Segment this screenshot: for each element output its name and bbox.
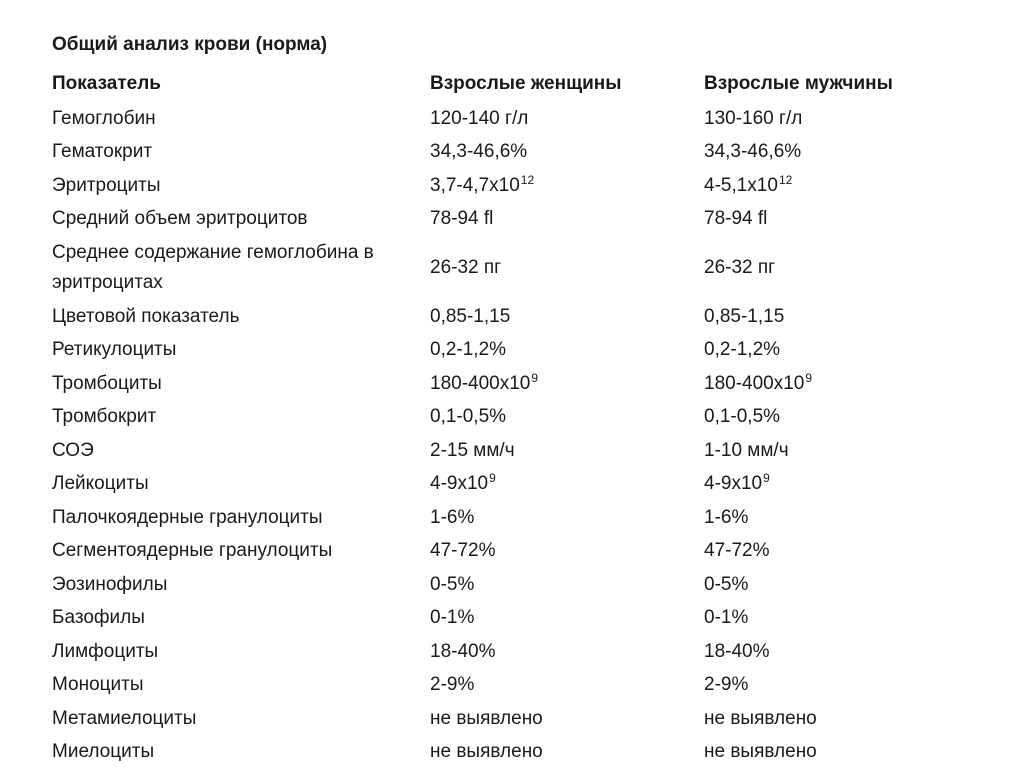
cell-women [430, 468, 704, 502]
cell-param [52, 669, 430, 703]
cell-women [430, 669, 704, 703]
cell-women [430, 501, 704, 535]
cell-women [430, 136, 704, 170]
cell-param-text: Лимфоциты [52, 640, 159, 662]
cell-men-text: не выявлено [704, 707, 817, 729]
cell-men [704, 334, 982, 368]
cell-men-text: 0-1% [704, 607, 749, 629]
table-row [52, 334, 982, 368]
cell-param [52, 236, 430, 300]
cell-param [52, 635, 430, 669]
cell-param-text: Тромбоциты [52, 372, 162, 394]
cell-women [430, 602, 704, 636]
cell-men-text: 0,1-0,5% [704, 406, 781, 428]
header-men: Взрослые мужчины [704, 73, 893, 94]
table-header-row [52, 66, 982, 102]
cell-men [704, 468, 982, 502]
table-row [52, 669, 982, 703]
table-row [52, 367, 982, 401]
table-row [52, 203, 982, 237]
table-row [52, 568, 982, 602]
cell-women-text: 18-40% [430, 640, 496, 662]
cell-women-text: 2-9% [430, 674, 475, 696]
cell-men-exponent: 9 [763, 471, 770, 486]
cell-param-text: Тромбокрит [52, 406, 157, 428]
table-row [52, 169, 982, 203]
table-row [52, 434, 982, 468]
cell-women-text: 26-32 пг [430, 257, 502, 278]
table-row [52, 535, 982, 569]
cell-women-text: 0,1-0,5% [430, 406, 507, 428]
cell-men [704, 102, 982, 136]
cell-men [704, 702, 982, 736]
cell-women-text: 120-140 г/л [430, 107, 529, 129]
cell-women-text: 1-6% [430, 506, 475, 528]
cell-param-text: Миелоциты [52, 741, 155, 763]
cell-women [430, 236, 704, 300]
page-title: Общий анализ крови (норма) [52, 34, 328, 55]
cell-women-text: 3,7-4,7х10 [430, 174, 520, 196]
cell-men [704, 635, 982, 669]
cell-women [430, 367, 704, 401]
cell-param [52, 102, 430, 136]
table-body [52, 102, 982, 767]
cell-women-exponent: 12 [520, 172, 535, 187]
cell-param [52, 367, 430, 401]
cell-women-text: 34,3-46,6% [430, 141, 528, 163]
cell-param [52, 169, 430, 203]
cell-men-text: 1-6% [704, 506, 749, 528]
cell-women-text: 78-94 fl [430, 208, 494, 230]
cell-men-text: 1-10 мм/ч [704, 439, 789, 461]
cell-param [52, 401, 430, 435]
cell-men [704, 602, 982, 636]
cell-men-text: не выявлено [704, 741, 817, 763]
cell-men [704, 434, 982, 468]
cell-women [430, 334, 704, 368]
table-row [52, 702, 982, 736]
cell-men [704, 669, 982, 703]
cell-women-text: 0-5% [430, 573, 475, 595]
cell-women-text: 0,2-1,2% [430, 339, 507, 361]
table-row [52, 602, 982, 636]
table-row [52, 468, 982, 502]
cell-women-text: 180-400х10 [430, 372, 531, 394]
cell-param-text: Метамиелоциты [52, 707, 197, 729]
cell-women-text: не выявлено [430, 707, 543, 729]
table-row [52, 401, 982, 435]
cell-women [430, 736, 704, 767]
cell-men [704, 401, 982, 435]
cell-men-text: 0,85-1,15 [704, 305, 785, 327]
header-women: Взрослые женщины [430, 73, 622, 94]
cell-men-text: 2-9% [704, 674, 749, 696]
cell-women-text: 0-1% [430, 607, 475, 629]
table-row [52, 300, 982, 334]
cell-param [52, 702, 430, 736]
cell-param [52, 334, 430, 368]
cell-women-exponent: 9 [489, 471, 496, 486]
cell-param-text: СОЭ [52, 439, 94, 461]
cell-param-text: Базофилы [52, 607, 145, 629]
cell-men-text: 26-32 пг [704, 257, 776, 278]
cell-men [704, 736, 982, 767]
cell-women [430, 702, 704, 736]
cell-women [430, 635, 704, 669]
cell-women [430, 535, 704, 569]
cell-men-exponent: 12 [778, 172, 793, 187]
cell-men-text: 130-160 г/л [704, 107, 803, 129]
cell-women-text: 47-72% [430, 540, 496, 562]
cell-param-text: Моноциты [52, 674, 144, 696]
cell-men-text: 4-9х10 [704, 473, 763, 495]
cell-men-text: 180-400х10 [704, 372, 805, 394]
cell-param [52, 568, 430, 602]
cell-param-text: Сегментоядерные гранулоциты [52, 540, 333, 562]
cell-param [52, 535, 430, 569]
cell-men-text: 18-40% [704, 640, 770, 662]
cell-women-text: 0,85-1,15 [430, 305, 511, 327]
cell-param [52, 203, 430, 237]
cell-param-text: Ретикулоциты [52, 339, 177, 361]
cell-women [430, 401, 704, 435]
cell-men-text: 0-5% [704, 573, 749, 595]
cell-women [430, 434, 704, 468]
cell-women-text: 2-15 мм/ч [430, 439, 515, 461]
blood-norms-table [52, 66, 982, 767]
cell-param [52, 736, 430, 767]
cell-param [52, 136, 430, 170]
cell-men [704, 367, 982, 401]
table-row [52, 136, 982, 170]
cell-param [52, 434, 430, 468]
cell-women [430, 568, 704, 602]
cell-men-text: 47-72% [704, 540, 770, 562]
cell-param-text: Палочкоядерные гранулоциты [52, 506, 323, 528]
cell-param [52, 468, 430, 502]
cell-men-exponent: 9 [805, 370, 813, 385]
table-row [52, 236, 982, 300]
cell-men-text: 34,3-46,6% [704, 141, 802, 163]
cell-men [704, 300, 982, 334]
table-row [52, 635, 982, 669]
cell-women [430, 102, 704, 136]
cell-param-text: Среднее содержание гемоглобина в эритроцитах [52, 242, 374, 293]
cell-param-text: Эозинофилы [52, 573, 168, 595]
table-row [52, 736, 982, 767]
cell-param [52, 300, 430, 334]
cell-men [704, 203, 982, 237]
cell-param [52, 501, 430, 535]
cell-param-text: Средний объем эритроцитов [52, 208, 308, 230]
cell-men [704, 568, 982, 602]
cell-param [52, 602, 430, 636]
cell-women-text: не выявлено [430, 741, 543, 763]
cell-men [704, 501, 982, 535]
cell-param-text: Эритроциты [52, 174, 161, 196]
cell-men [704, 236, 982, 300]
cell-men-text: 4-5,1х10 [704, 174, 778, 196]
cell-param-text: Гематокрит [52, 141, 153, 163]
cell-women [430, 169, 704, 203]
cell-women [430, 203, 704, 237]
cell-param-text: Цветовой показатель [52, 305, 240, 327]
cell-men-text: 0,2-1,2% [704, 339, 781, 361]
header-param: Показатель [52, 73, 161, 94]
table-row [52, 501, 982, 535]
cell-men-text: 78-94 fl [704, 208, 768, 230]
cell-men [704, 169, 982, 203]
cell-men [704, 136, 982, 170]
cell-param-text: Гемоглобин [52, 107, 156, 129]
cell-women-exponent: 9 [531, 370, 539, 385]
cell-param-text: Лейкоциты [52, 473, 149, 495]
cell-men [704, 535, 982, 569]
cell-women-text: 4-9х10 [430, 473, 489, 495]
cell-women [430, 300, 704, 334]
table-row [52, 102, 982, 136]
